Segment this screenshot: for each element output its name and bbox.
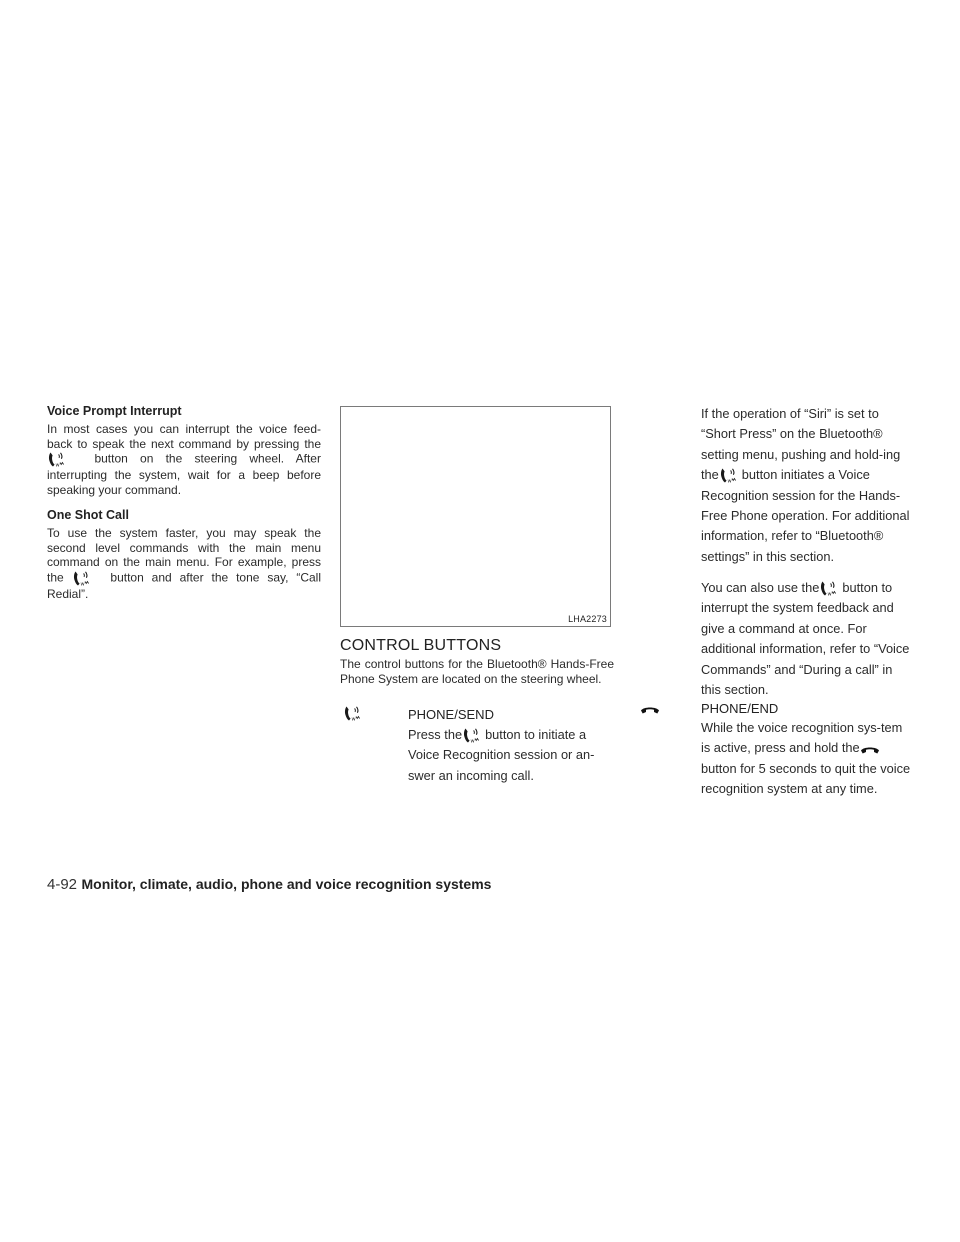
page-footer — [47, 876, 491, 894]
phone-end-icon — [640, 704, 660, 715]
phone-send-label: PHONE/SEND — [408, 707, 494, 722]
phone-end-text-b: button for 5 seconds to quit the voice recognition system at any time. — [701, 760, 911, 797]
chapter-title: Monitor, climate, audio, phone and voice recognition systems — [81, 876, 492, 892]
control-buttons-title: CONTROL BUTTONS — [340, 637, 502, 654]
phone-send-icon — [72, 570, 91, 587]
phone-end-label: PHONE/END — [701, 701, 779, 716]
phone-send-text — [408, 725, 614, 786]
phone-end-text-a: While the voice recognition sys-tem is active, press and hold the — [701, 720, 903, 756]
phone-send-icon — [819, 580, 838, 597]
phone-send-icon — [719, 467, 738, 484]
interrupt-paragraph-a: You can also use the — [701, 580, 820, 595]
control-buttons-intro: The control buttons for the Bluetooth® Hands-Free Phone System are located on the steering wheel. — [340, 657, 614, 686]
phone-end-text — [701, 718, 911, 800]
phone-send-icon — [343, 705, 362, 722]
voice-prompt-interrupt-text-a: In most cases you can interrupt the voice feed-back to speak the next command by pressing the — [47, 422, 321, 451]
one-shot-call-text-b: button and after the tone say, “Call Redial”. — [47, 570, 321, 601]
phone-send-text-b: button to initiate a Voice Recognition session or an-swer an incoming call. — [408, 727, 595, 783]
siri-paragraph-a: If the operation of “Siri” is set to “Short Press” on the Bluetooth® setting menu, pushing and hold-ing the — [701, 406, 901, 483]
interrupt-paragraph-b: button to interrupt the system feedback and give a command at once. For additional information, refer to “Voice Commands” and “During a call” in this section. — [701, 580, 910, 698]
page-number: 4-92 — [47, 876, 78, 893]
one-shot-call-heading: One Shot Call — [47, 508, 129, 522]
phone-send-icon — [462, 727, 481, 744]
siri-paragraph — [701, 404, 911, 567]
siri-paragraph-b: button initiates a Voice Recognition session for the Hands-Free Phone operation. For additional information, refer to “Bluetooth® settings” in this section. — [701, 467, 910, 564]
one-shot-call-text-a: To use the system faster, you may speak the second level commands with the main menu command on the main menu. For example, press the — [47, 526, 321, 585]
voice-prompt-interrupt-text — [47, 422, 321, 497]
phone-end-icon — [860, 744, 880, 755]
interrupt-paragraph — [701, 578, 911, 700]
phone-send-text-a: Press the — [408, 727, 463, 742]
voice-prompt-interrupt-heading: Voice Prompt Interrupt — [47, 404, 182, 418]
figure-code: LHA2273 — [568, 614, 607, 624]
phone-send-icon — [47, 451, 66, 468]
one-shot-call-text — [47, 526, 321, 601]
voice-prompt-interrupt-text-b: button on the steering wheel. After interrupting the system, wait for a beep before speaking your command. — [47, 451, 321, 497]
figure-steering-controls — [340, 406, 611, 627]
